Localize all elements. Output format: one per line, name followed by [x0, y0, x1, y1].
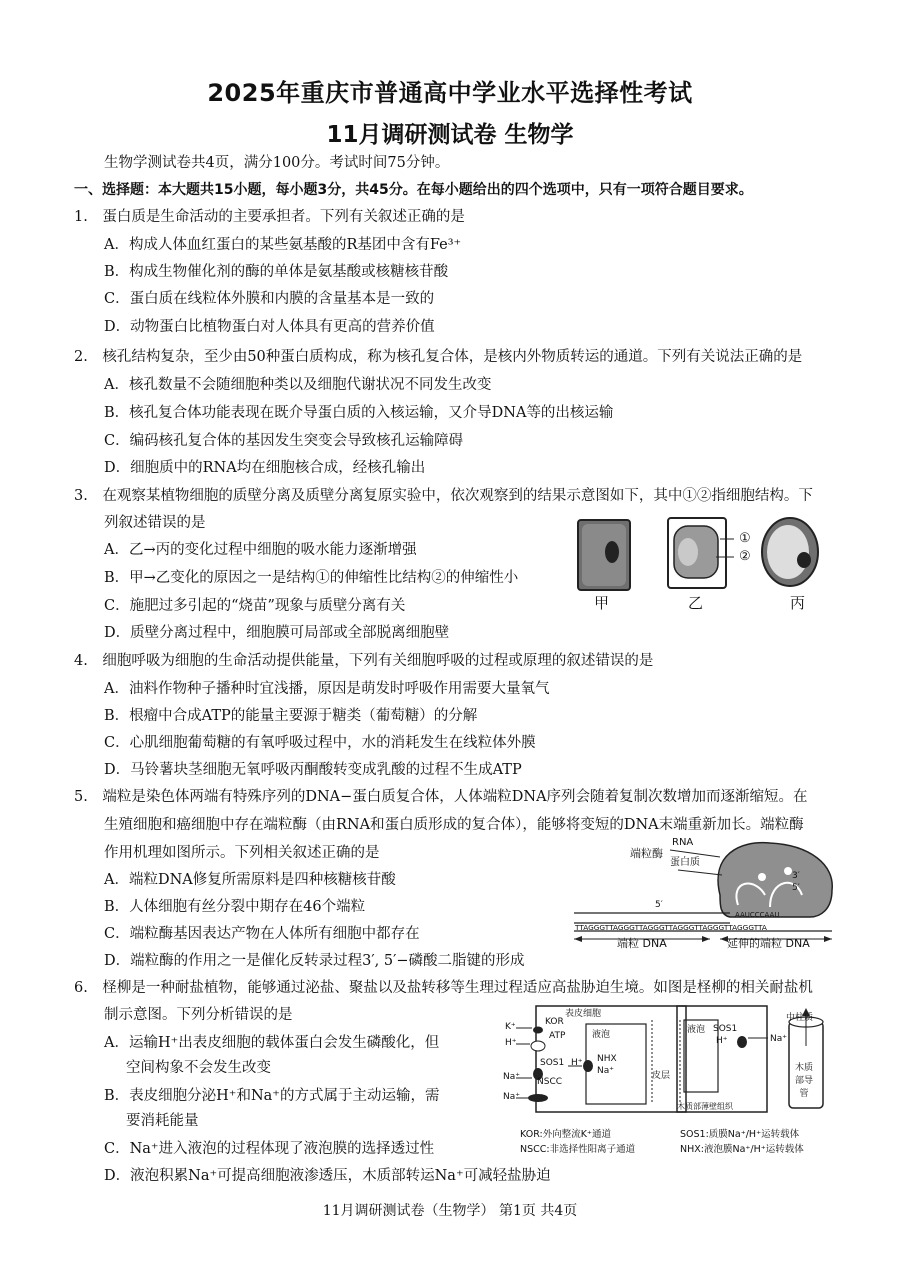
q2-option-a: A．核孔数量不会随细胞种类以及细胞代谢状况不同发生改变 — [104, 377, 492, 393]
q1-option-c: C．蛋白质在线粒体外膜和内膜的含量基本是一致的 — [104, 291, 435, 307]
legend-nhx: NHX:液泡膜Na⁺/H⁺运转载体 — [680, 1144, 804, 1155]
q6-option-b: B．表皮细胞分泌H⁺和Na⁺的方式属于主动运输，需 — [104, 1088, 440, 1104]
legend-kor: KOR:外向整流K⁺通道 — [520, 1129, 611, 1140]
h-ion-label: H⁺ — [505, 1038, 517, 1048]
cell-yi — [668, 518, 734, 588]
q3-option-a: A．乙→丙的变化过程中细胞的吸水能力逐渐增强 — [104, 542, 417, 558]
label-3prime: 3′ — [792, 871, 800, 881]
cortex-label: 皮层 — [652, 1071, 671, 1081]
structure-1-label: ① — [739, 531, 751, 546]
q1-option-d: D．动物蛋白比植物蛋白对人体具有更高的营养价值 — [104, 319, 435, 335]
q5-option-c: C．端粒酶基因表达产物在人体所有细胞中都存在 — [104, 926, 420, 942]
telomerase-figure — [570, 835, 860, 955]
sos1-label-2: SOS1 — [713, 1024, 738, 1034]
q4-option-d: D．马铃薯块茎细胞无氧呼吸丙酮酸转变成乳酸的过程不生成ATP — [104, 762, 522, 778]
exam-subtitle: 11月调研测试卷 生物学 — [326, 122, 574, 148]
section-heading: 一、选择题：本大题共15小题，每小题3分，共45分。在每小题给出的四个选项中，只有一项符合题目要求。 — [74, 182, 753, 198]
q3-option-c: C．施肥过多引起的“烧苗”现象与质壁分离有关 — [104, 598, 406, 614]
legend-nscc: NSCC:非选择性阳离子通道 — [520, 1144, 636, 1155]
q1-option-a: A．构成人体血红蛋白的某些氨基酸的R基团中含有Fe³⁺ — [104, 237, 462, 253]
q5-stem-cont1: 生殖细胞和癌细胞中存在端粒酶（由RNA和蛋白质形成的复合体），能够将变短的DNA末端重新加长。端粒酶 — [104, 817, 804, 833]
sos1-label: SOS1 — [540, 1058, 565, 1068]
q5-option-a: A．端粒DNA修复所需原料是四种核糖核苷酸 — [104, 872, 396, 888]
extended-telomere-label: 延伸的端粒 DNA — [727, 937, 810, 950]
rna-template-seq: AAUCCCAAU — [735, 911, 780, 919]
xylem-parenchyma-label: 木质部薄壁组织 — [677, 1102, 733, 1111]
q2-option-d: D．细胞质中的RNA均在细胞核合成，经核孔输出 — [104, 460, 426, 476]
na-ion-label-1: Na⁺ — [503, 1072, 520, 1082]
q4-option-c: C．心肌细胞葡萄糖的有氧呼吸过程中，水的消耗发生在线粒体外膜 — [104, 735, 536, 751]
intro-text: 生物学测试卷共4页，满分100分。考试时间75分钟。 — [104, 155, 450, 171]
na-ion-label-5: Na⁺ — [770, 1034, 787, 1044]
q3-option-d: D．质壁分离过程中，细胞膜可局部或全部脱离细胞壁 — [104, 625, 450, 641]
epidermis-label: 表皮细胞 — [565, 1009, 602, 1019]
q5-option-d: D．端粒酶的作用之一是催化反转录过程3′, 5′−磷酸二脂键的形成 — [104, 953, 525, 969]
q5-stem: 5. 端粒是染色体两端有特殊序列的DNA−蛋白质复合体，人体端粒DNA序列会随着复制次数增加而逐渐缩短。在 — [74, 789, 808, 805]
q5-option-b: B．人体细胞有丝分裂中期存在46个端粒 — [104, 899, 366, 915]
q1-stem: 1. 蛋白质是生命活动的主要承担者。下列有关叙述正确的是 — [74, 209, 465, 225]
page-footer: 11月调研测试卷（生物学） 第1页 共4页 — [322, 1203, 578, 1219]
label-yi: 乙 — [688, 594, 704, 612]
q6-option-a: A．运输H⁺出表皮细胞的载体蛋白会发生磷酸化，但 — [104, 1035, 440, 1051]
kor-label: KOR — [545, 1017, 564, 1027]
k-ion-label: K⁺ — [505, 1022, 516, 1032]
q6-stem-cont: 制示意图。下列分析错误的是 — [104, 1007, 293, 1023]
q4-option-a: A．油料作物种子播种时宜浅播，原因是萌发时呼吸作用需要大量氧气 — [104, 681, 550, 697]
q2-stem: 2. 核孔结构复杂，至少由50种蛋白质构成，称为核孔复合体，是核内外物质转运的通道。下列有关说法正确的是 — [74, 349, 803, 365]
q2-option-b: B．核孔复合体功能表现在既介导蛋白质的入核运输，又介导DNA等的出核运输 — [104, 405, 614, 421]
rna-label: RNA — [672, 837, 694, 848]
q3-stem: 3. 在观察某植物细胞的质壁分离及质壁分离复原实验中，依次观察到的结果示意图如下，其中①②指细胞结构。下 — [74, 488, 813, 504]
q3-option-b: B．甲→乙变化的原因之一是结构①的伸缩性比结构②的伸缩性小 — [104, 570, 519, 586]
h-ion-label-3: H⁺ — [716, 1036, 728, 1046]
telomerase-label: 端粒酶 — [630, 847, 663, 860]
label-jia: 甲 — [594, 594, 610, 612]
q6-option-a-cont: 空间构象不会发生改变 — [126, 1060, 271, 1076]
label-bing: 丙 — [790, 594, 806, 612]
structure-2-label: ② — [739, 549, 751, 564]
q6-stem: 6. 柽柳是一种耐盐植物，能够通过泌盐、聚盐以及盐转移等生理过程适应高盐胁迫生境。如图是柽柳的相关耐盐机 — [74, 980, 813, 996]
dna-sequence: TTAGGGTTAGGGTTAGGGTTAGGGTTAGGGTTAGGGTTA — [575, 923, 767, 932]
cell-jia — [578, 520, 630, 590]
h-ion-label-2: H⁺ — [571, 1058, 583, 1068]
q2-option-c: C．编码核孔复合体的基因发生突变会导致核孔运输障碍 — [104, 433, 464, 449]
na-ion-label-2: Na⁺ — [503, 1092, 520, 1102]
exam-title: 2025年重庆市普通高中学业水平选择性考试 — [207, 79, 693, 107]
vacuole-label-2: 液泡 — [687, 1025, 706, 1035]
q5-stem-cont2: 作用机理如图所示。下列相关叙述正确的是 — [104, 845, 380, 861]
legend-sos1: SOS1:质膜Na⁺/H⁺运转载体 — [680, 1129, 800, 1140]
q3-stem-cont: 列叙述错误的是 — [104, 515, 206, 531]
vacuole-label: 液泡 — [592, 1030, 611, 1040]
telomere-dna-label: 端粒 DNA — [617, 937, 667, 950]
q6-option-d: D．液泡积累Na⁺可提高细胞液渗透压，木质部转运Na⁺可减轻盐胁迫 — [104, 1168, 551, 1184]
na-ion-label-3: Na⁺ — [597, 1066, 614, 1076]
nscc-label: NSCC — [537, 1077, 563, 1087]
label-5prime-dna: 5′ — [655, 900, 663, 910]
q6-option-c: C．Na⁺进入液泡的过程体现了液泡膜的选择透过性 — [104, 1141, 435, 1157]
q4-stem: 4. 细胞呼吸为细胞的生命活动提供能量，下列有关细胞呼吸的过程或原理的叙述错误的是 — [74, 653, 654, 669]
q1-option-b: B．构成生物催化剂的酶的单体是氨基酸或核糖核苷酸 — [104, 264, 449, 280]
xylem-vessel-label: 木质部导管 — [794, 1063, 813, 1099]
protein-label: 蛋白质 — [670, 857, 700, 868]
q4-option-b: B．根瘤中合成ATP的能量主要源于糖类（葡萄糖）的分解 — [104, 708, 478, 724]
q6-option-b-cont: 要消耗能量 — [126, 1113, 199, 1129]
label-5prime-rna: 5′ — [792, 883, 800, 893]
cell-bing — [762, 518, 818, 586]
nhx-label: NHX — [597, 1054, 617, 1064]
atp-label: ATP — [549, 1031, 566, 1041]
stele-label: 中柱质 — [786, 1013, 814, 1023]
